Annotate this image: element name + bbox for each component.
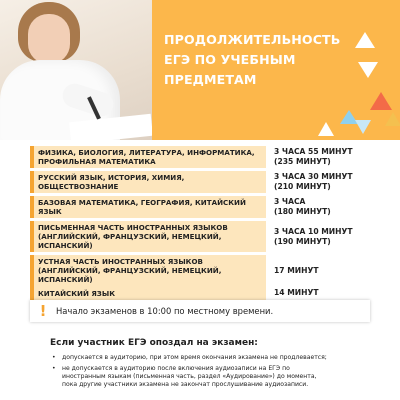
duration-line: 3 ЧАСА 30 МИНУТ: [274, 172, 353, 181]
table-row: [30, 286, 370, 300]
subject-line: ПРОФИЛЬНАЯ МАТЕМАТИКА: [38, 157, 156, 166]
subject-cell: [30, 255, 266, 286]
late-section-title: Если участник ЕГЭ опоздал на экзамен:: [50, 338, 258, 348]
exclamation-icon: !: [39, 302, 47, 320]
subject-line: РУССКИЙ ЯЗЫК, ИСТОРИЯ, ХИМИЯ, ОБЩЕСТВОЗНАНИЕ: [38, 173, 185, 191]
duration-line: (180 МИНУТ): [274, 207, 331, 216]
duration-line: 3 ЧАСА 55 МИНУТ: [274, 147, 353, 156]
duration-line: 14 МИНУТ: [274, 288, 319, 297]
triangle-decoration: [355, 120, 371, 134]
bullet-line: иностранным языкам (письменная часть, раздел «Аудирование») до момента,: [62, 373, 317, 380]
duration-line: (210 МИНУТ): [274, 182, 331, 191]
subject-line: (АНГЛИЙСКИЙ, ФРАНЦУЗСКИЙ, НЕМЕЦКИЙ,: [38, 232, 222, 241]
subject-cell: [30, 146, 266, 168]
duration-line: (190 МИНУТ): [274, 236, 331, 246]
table-row: [30, 221, 370, 252]
duration-cell: [266, 146, 370, 168]
subject-cell: [30, 196, 266, 218]
bullet-icon: •: [52, 354, 56, 361]
duration-cell: [266, 221, 370, 252]
subject-line: УСТНАЯ ЧАСТЬ ИНОСТРАННЫХ ЯЗЫКОВ: [38, 257, 203, 266]
table-row: [30, 255, 370, 286]
title-line: ЕГЭ ПО УЧЕБНЫМ: [164, 52, 296, 67]
duration-cell: [266, 255, 370, 286]
bullet-icon: •: [52, 365, 56, 372]
table-row: [30, 171, 370, 193]
duration-cell: [266, 171, 370, 193]
subject-line: БАЗОВАЯ МАТЕМАТИКА, ГЕОГРАФИЯ, КИТАЙСКИЙ ЯЗЫК: [38, 198, 246, 216]
triangle-decoration: [318, 122, 334, 136]
list-item: [52, 354, 372, 362]
bullet-line: пока другие участники экзамена не закончат прослушивание аудиозаписи.: [62, 381, 309, 388]
duration-table: [30, 146, 370, 303]
duration-cell: [266, 286, 370, 300]
duration-line: 3 ЧАСА: [274, 197, 306, 206]
duration-line: 3 ЧАСА 10 МИНУТ: [274, 226, 353, 236]
subject-line: (АНГЛИЙСКИЙ, ФРАНЦУЗСКИЙ, НЕМЕЦКИЙ, ИСПАНСКИЙ): [38, 266, 222, 284]
table-row: [30, 196, 370, 218]
subject-line: КИТАЙСКИЙ ЯЗЫК: [38, 288, 115, 298]
duration-cell: [266, 196, 370, 218]
triangle-decoration: [370, 92, 392, 110]
duration-line: 17 МИНУТ: [274, 265, 319, 275]
subject-cell: [30, 286, 266, 300]
notice-text: Начало экзаменов в 10:00 по местному времени.: [56, 306, 274, 316]
subject-cell: [30, 171, 266, 193]
table-row: [30, 146, 370, 168]
triangle-decoration: [385, 112, 400, 126]
page-title: [164, 30, 384, 90]
subject-line: ПИСЬМЕННАЯ ЧАСТЬ ИНОСТРАННЫХ ЯЗЫКОВ: [38, 223, 228, 232]
list-item: [52, 365, 372, 389]
student-photo: [0, 0, 152, 140]
subject-line: ФИЗИКА, БИОЛОГИЯ, ЛИТЕРАТУРА, ИНФОРМАТИКА,: [38, 148, 255, 157]
title-line: ПРОДОЛЖИТЕЛЬНОСТЬ: [164, 32, 341, 47]
start-time-notice: [30, 300, 370, 322]
subject-line: ИСПАНСКИЙ): [38, 241, 93, 250]
title-line: ПРЕДМЕТАМ: [164, 72, 257, 87]
late-rules-list: [52, 354, 372, 392]
bullet-line: не допускается в аудиторию после включения аудиозаписи на ЕГЭ по: [62, 365, 290, 372]
subject-cell: [30, 221, 266, 252]
duration-line: (235 МИНУТ): [274, 157, 331, 166]
bullet-line: допускается в аудиторию, при этом время окончания экзамена не продлевается;: [62, 354, 327, 361]
